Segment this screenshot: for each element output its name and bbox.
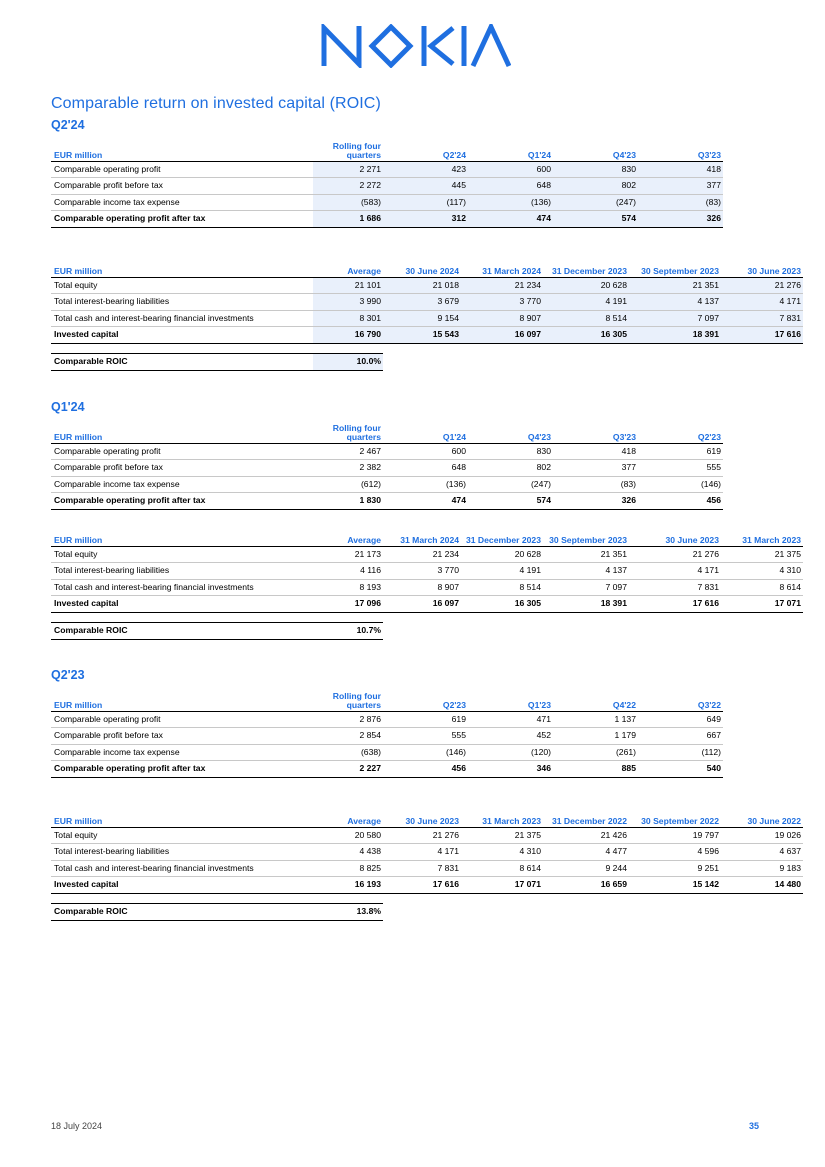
- row-label: Total equity: [51, 827, 313, 844]
- cell: 830: [553, 161, 638, 178]
- cell: 540: [638, 761, 723, 778]
- row-label: Total interest-bearing liabilities: [51, 294, 313, 311]
- row-label: Total equity: [51, 546, 313, 563]
- cell: 2 382: [313, 460, 383, 477]
- footer-date: 18 July 2024: [51, 1121, 103, 1131]
- cell: 14 480: [721, 877, 803, 894]
- cell: 452: [468, 728, 553, 745]
- roic-row: [51, 354, 383, 371]
- cell: 326: [638, 211, 723, 228]
- cell: 802: [553, 178, 638, 195]
- col-header: 31 March 2023: [461, 803, 543, 827]
- row-label: Comparable operating profit: [51, 711, 313, 728]
- cell: 8 301: [313, 310, 383, 327]
- table-row: [51, 844, 803, 861]
- cell: 21 351: [629, 277, 721, 294]
- cell: 21 375: [461, 827, 543, 844]
- cell: 555: [638, 460, 723, 477]
- cell: 21 276: [383, 827, 461, 844]
- cell: 21 173: [313, 546, 383, 563]
- cell: 8 614: [721, 579, 803, 596]
- col-header: 30 June 2022: [721, 803, 803, 827]
- cell: 377: [638, 178, 723, 195]
- col-header: EUR million: [51, 687, 313, 711]
- col-header: Rolling four quarters: [313, 419, 383, 443]
- cell: 830: [468, 443, 553, 460]
- cell: 312: [383, 211, 468, 228]
- table-row: [51, 744, 723, 761]
- row-label: Comparable operating profit after tax: [51, 761, 313, 778]
- cell: 574: [468, 493, 553, 510]
- cell: 21 276: [721, 277, 803, 294]
- table-row: [51, 827, 803, 844]
- cell: 4 191: [461, 563, 543, 580]
- cell: 16 305: [543, 327, 629, 344]
- total-row: [51, 596, 803, 613]
- row-label: Invested capital: [51, 327, 313, 344]
- table-row: [51, 194, 723, 211]
- col-header: 31 March 2024: [383, 522, 461, 546]
- cell: 21 234: [461, 277, 543, 294]
- cell: 648: [383, 460, 468, 477]
- section-heading: Q2'24: [51, 118, 85, 132]
- cell: 2 854: [313, 728, 383, 745]
- cell: 7 831: [383, 860, 461, 877]
- col-header: Q4'23: [468, 419, 553, 443]
- col-header: 31 December 2023: [461, 522, 543, 546]
- cell: 9 244: [543, 860, 629, 877]
- cell: 21 276: [629, 546, 721, 563]
- cell: 4 137: [543, 563, 629, 580]
- cell: 423: [383, 161, 468, 178]
- cell: 4 310: [721, 563, 803, 580]
- cell: 17 616: [721, 327, 803, 344]
- cell: 2 876: [313, 711, 383, 728]
- cell: 8 514: [543, 310, 629, 327]
- col-header: EUR million: [51, 137, 313, 161]
- cell: 3 770: [461, 294, 543, 311]
- cell: (83): [638, 194, 723, 211]
- cell: 7 831: [721, 310, 803, 327]
- col-header: Q3'22: [638, 687, 723, 711]
- cell: 21 375: [721, 546, 803, 563]
- cell: 16 097: [461, 327, 543, 344]
- cell: 8 907: [383, 579, 461, 596]
- row-label: Comparable income tax expense: [51, 744, 313, 761]
- col-header: Q3'23: [553, 419, 638, 443]
- cell: 20 580: [313, 827, 383, 844]
- cell: 16 097: [383, 596, 461, 613]
- col-header: Average: [313, 253, 383, 277]
- cell: 2 271: [313, 161, 383, 178]
- col-header: 30 September 2023: [629, 253, 721, 277]
- cell: 15 543: [383, 327, 461, 344]
- cell: 346: [468, 761, 553, 778]
- cell: 15 142: [629, 877, 721, 894]
- table-row: [51, 443, 723, 460]
- cell: 1 137: [553, 711, 638, 728]
- page-number: 35: [749, 1121, 760, 1131]
- cell: 17 616: [629, 596, 721, 613]
- cell: 445: [383, 178, 468, 195]
- cell: 1 179: [553, 728, 638, 745]
- col-header: 30 September 2022: [629, 803, 721, 827]
- cell: 16 659: [543, 877, 629, 894]
- row-label: Comparable profit before tax: [51, 460, 313, 477]
- table-row: [51, 563, 803, 580]
- row-label: Comparable operating profit: [51, 161, 313, 178]
- cell: 4 137: [629, 294, 721, 311]
- total-row: [51, 877, 803, 894]
- row-label: Total cash and interest-bearing financial investments: [51, 579, 313, 596]
- cell: 619: [383, 711, 468, 728]
- roic-row: [51, 623, 383, 640]
- cell: 21 101: [313, 277, 383, 294]
- capital-table: [51, 803, 803, 894]
- cell: 4 171: [383, 844, 461, 861]
- cell: 885: [553, 761, 638, 778]
- col-header: Q1'24: [468, 137, 553, 161]
- col-header: 31 December 2023: [543, 253, 629, 277]
- cell: 574: [553, 211, 638, 228]
- col-header: Q4'22: [553, 687, 638, 711]
- roic-table: [51, 353, 383, 371]
- cell: 4 596: [629, 844, 721, 861]
- row-label: Invested capital: [51, 596, 313, 613]
- cell: 555: [383, 728, 468, 745]
- cell: (261): [553, 744, 638, 761]
- profit-table: [51, 419, 723, 510]
- col-header: Q4'23: [553, 137, 638, 161]
- col-header: 30 September 2023: [543, 522, 629, 546]
- col-header: EUR million: [51, 803, 313, 827]
- roic-table: [51, 622, 383, 640]
- cell: 456: [638, 493, 723, 510]
- cell: (146): [383, 744, 468, 761]
- row-label: Comparable profit before tax: [51, 728, 313, 745]
- roic-value: 13.8%: [313, 904, 383, 921]
- col-header: Q1'23: [468, 687, 553, 711]
- cell: 600: [468, 161, 553, 178]
- col-header: EUR million: [51, 419, 313, 443]
- col-header: Rolling four quarters: [313, 687, 383, 711]
- cell: 7 831: [629, 579, 721, 596]
- cell: 17 096: [313, 596, 383, 613]
- cell: (136): [468, 194, 553, 211]
- cell: 4 116: [313, 563, 383, 580]
- cell: (247): [468, 476, 553, 493]
- table-row: [51, 161, 723, 178]
- cell: 4 171: [721, 294, 803, 311]
- cell: 7 097: [543, 579, 629, 596]
- col-header: 30 June 2024: [383, 253, 461, 277]
- cell: (612): [313, 476, 383, 493]
- cell: 4 171: [629, 563, 721, 580]
- cell: (117): [383, 194, 468, 211]
- roic-table: [51, 903, 383, 921]
- cell: 17 071: [461, 877, 543, 894]
- cell: 16 790: [313, 327, 383, 344]
- cell: (112): [638, 744, 723, 761]
- cell: 8 193: [313, 579, 383, 596]
- col-header: Q2'23: [383, 687, 468, 711]
- col-header: Q3'23: [638, 137, 723, 161]
- cell: 2 227: [313, 761, 383, 778]
- profit-table: [51, 687, 723, 778]
- cell: 19 797: [629, 827, 721, 844]
- capital-table: [51, 253, 803, 344]
- total-row: [51, 493, 723, 510]
- col-header: Q2'24: [383, 137, 468, 161]
- table-row: [51, 711, 723, 728]
- roic-label: Comparable ROIC: [51, 354, 313, 371]
- total-row: [51, 327, 803, 344]
- total-row: [51, 761, 723, 778]
- cell: 1 686: [313, 211, 383, 228]
- table-row: [51, 546, 803, 563]
- cell: 21 234: [383, 546, 461, 563]
- cell: 9 251: [629, 860, 721, 877]
- table-row: [51, 294, 803, 311]
- col-header: Q2'23: [638, 419, 723, 443]
- row-label: Total interest-bearing liabilities: [51, 844, 313, 861]
- cell: (136): [383, 476, 468, 493]
- total-row: [51, 211, 723, 228]
- cell: 474: [383, 493, 468, 510]
- cell: (247): [553, 194, 638, 211]
- col-header: 31 March 2023: [721, 522, 803, 546]
- col-header: 30 June 2023: [629, 522, 721, 546]
- row-label: Comparable profit before tax: [51, 178, 313, 195]
- cell: 1 830: [313, 493, 383, 510]
- cell: 667: [638, 728, 723, 745]
- col-header: EUR million: [51, 253, 313, 277]
- capital-table: [51, 522, 803, 613]
- cell: 4 637: [721, 844, 803, 861]
- col-header: EUR million: [51, 522, 313, 546]
- section-heading: Q1'24: [51, 400, 85, 414]
- cell: 17 616: [383, 877, 461, 894]
- cell: 16 305: [461, 596, 543, 613]
- cell: (146): [638, 476, 723, 493]
- cell: 4 310: [461, 844, 543, 861]
- nokia-logo: [321, 24, 511, 68]
- cell: 8 614: [461, 860, 543, 877]
- table-row: [51, 728, 723, 745]
- row-label: Total cash and interest-bearing financial investments: [51, 860, 313, 877]
- row-label: Total cash and interest-bearing financial investments: [51, 310, 313, 327]
- cell: 19 026: [721, 827, 803, 844]
- col-header: Average: [313, 803, 383, 827]
- row-label: Total equity: [51, 277, 313, 294]
- cell: 802: [468, 460, 553, 477]
- cell: 648: [468, 178, 553, 195]
- table-row: [51, 476, 723, 493]
- cell: 3 770: [383, 563, 461, 580]
- table-row: [51, 310, 803, 327]
- cell: 2 467: [313, 443, 383, 460]
- cell: 16 193: [313, 877, 383, 894]
- cell: 8 907: [461, 310, 543, 327]
- table-row: [51, 579, 803, 596]
- col-header: Q1'24: [383, 419, 468, 443]
- col-header: 31 March 2024: [461, 253, 543, 277]
- cell: (638): [313, 744, 383, 761]
- table-row: [51, 860, 803, 877]
- cell: 600: [383, 443, 468, 460]
- row-label: Comparable operating profit: [51, 443, 313, 460]
- cell: 377: [553, 460, 638, 477]
- roic-value: 10.7%: [313, 623, 383, 640]
- cell: (120): [468, 744, 553, 761]
- col-header: 30 June 2023: [383, 803, 461, 827]
- col-header: 31 December 2022: [543, 803, 629, 827]
- cell: 17 071: [721, 596, 803, 613]
- cell: 649: [638, 711, 723, 728]
- cell: 4 438: [313, 844, 383, 861]
- row-label: Comparable operating profit after tax: [51, 493, 313, 510]
- col-header: Average: [313, 522, 383, 546]
- row-label: Invested capital: [51, 877, 313, 894]
- section-heading: Q2'23: [51, 668, 85, 682]
- table-row: [51, 460, 723, 477]
- cell: (583): [313, 194, 383, 211]
- roic-value: 10.0%: [313, 354, 383, 371]
- cell: 9 154: [383, 310, 461, 327]
- cell: 418: [638, 161, 723, 178]
- page-title: Comparable return on invested capital (ROIC): [51, 95, 381, 112]
- row-label: Comparable income tax expense: [51, 476, 313, 493]
- cell: 7 097: [629, 310, 721, 327]
- row-label: Comparable income tax expense: [51, 194, 313, 211]
- cell: 471: [468, 711, 553, 728]
- table-row: [51, 178, 723, 195]
- cell: 8 825: [313, 860, 383, 877]
- cell: 21 351: [543, 546, 629, 563]
- profit-table: [51, 137, 723, 228]
- col-header: 30 June 2023: [721, 253, 803, 277]
- cell: 4 477: [543, 844, 629, 861]
- cell: 18 391: [543, 596, 629, 613]
- row-label: Comparable operating profit after tax: [51, 211, 313, 228]
- cell: 326: [553, 493, 638, 510]
- table-row: [51, 277, 803, 294]
- cell: 3 679: [383, 294, 461, 311]
- cell: 2 272: [313, 178, 383, 195]
- cell: 474: [468, 211, 553, 228]
- col-header: Rolling four quarters: [313, 137, 383, 161]
- cell: 21 426: [543, 827, 629, 844]
- cell: 619: [638, 443, 723, 460]
- cell: 8 514: [461, 579, 543, 596]
- cell: 18 391: [629, 327, 721, 344]
- cell: 4 191: [543, 294, 629, 311]
- row-label: Total interest-bearing liabilities: [51, 563, 313, 580]
- roic-row: [51, 904, 383, 921]
- cell: (83): [553, 476, 638, 493]
- cell: 21 018: [383, 277, 461, 294]
- cell: 9 183: [721, 860, 803, 877]
- cell: 20 628: [543, 277, 629, 294]
- roic-label: Comparable ROIC: [51, 623, 313, 640]
- cell: 418: [553, 443, 638, 460]
- roic-label: Comparable ROIC: [51, 904, 313, 921]
- cell: 456: [383, 761, 468, 778]
- cell: 20 628: [461, 546, 543, 563]
- cell: 3 990: [313, 294, 383, 311]
